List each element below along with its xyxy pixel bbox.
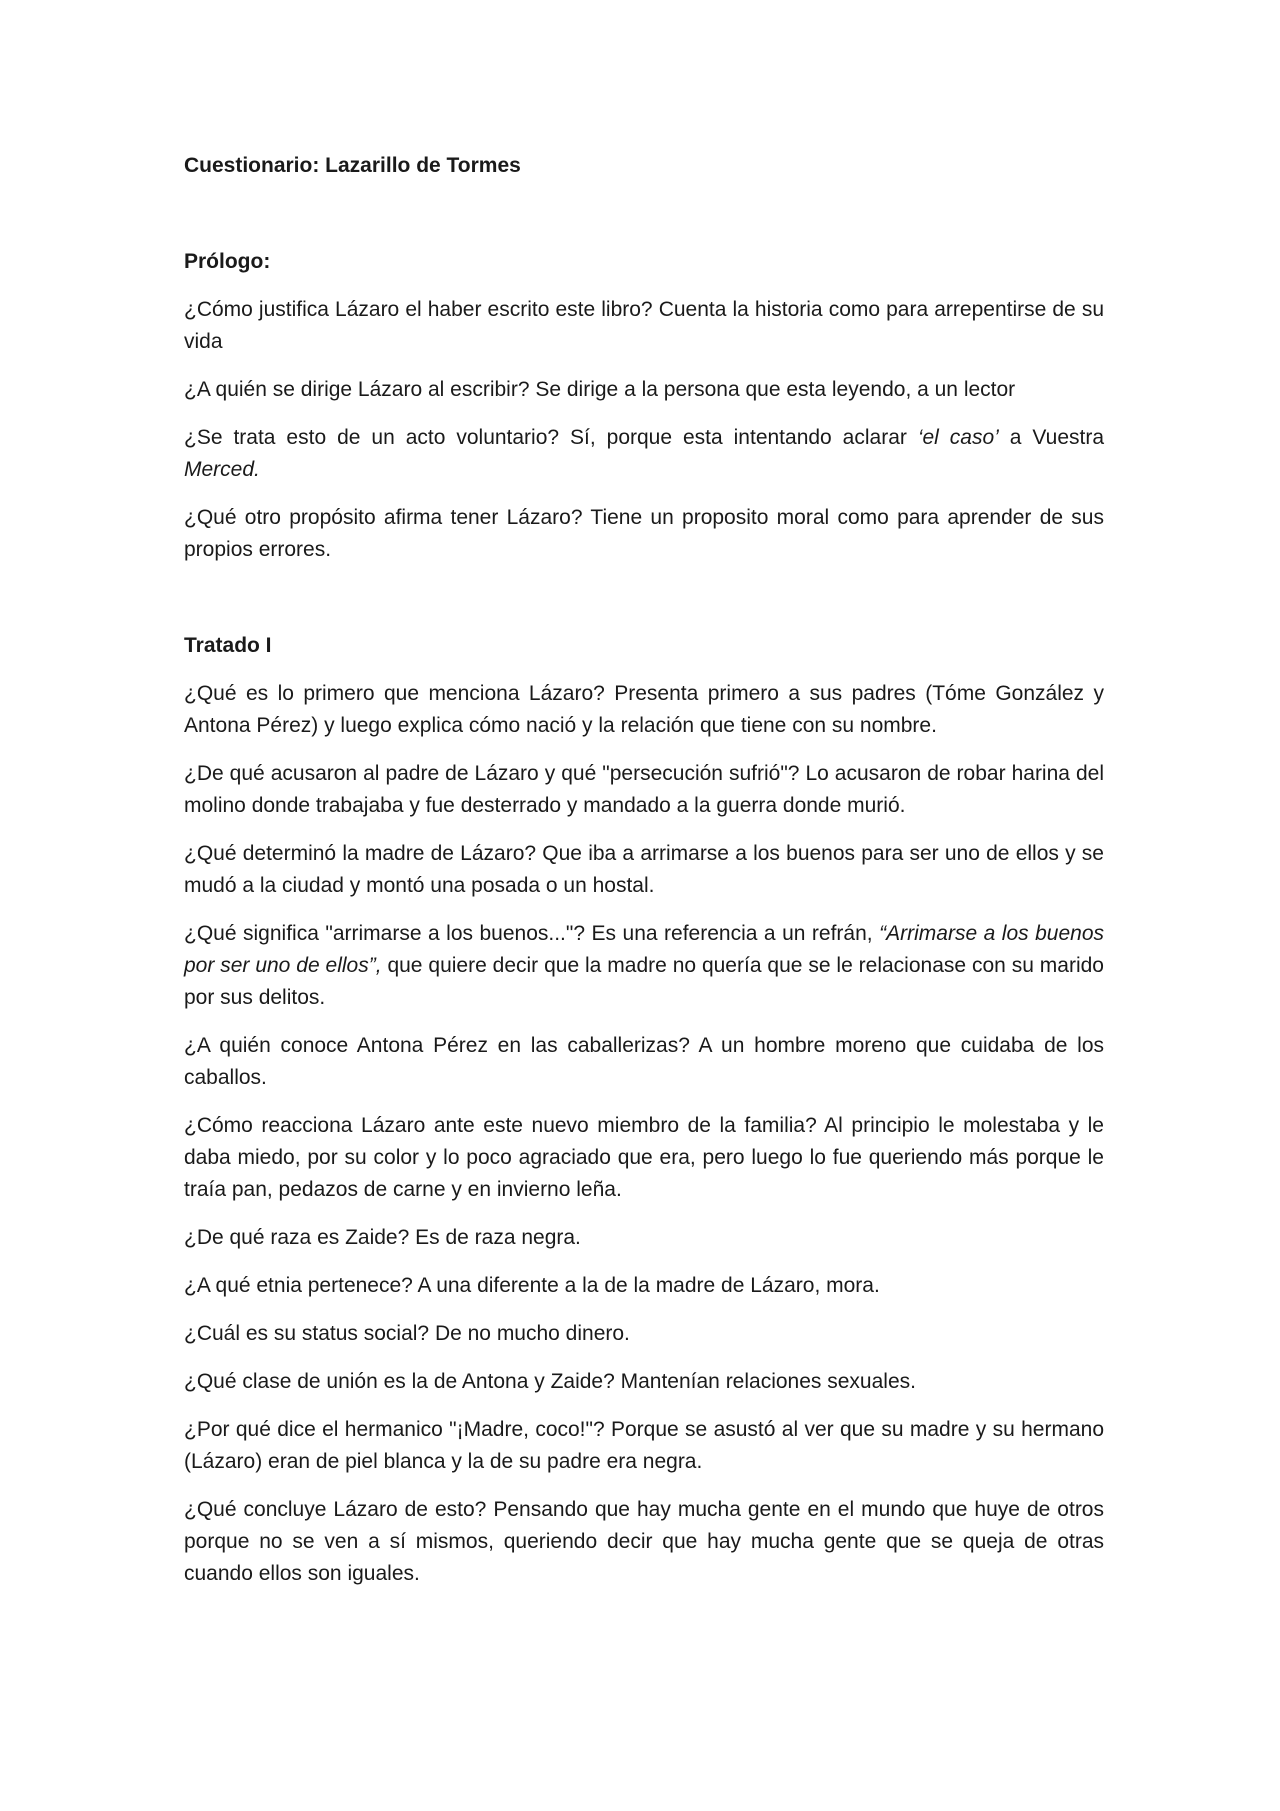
question-answer-paragraph — [184, 1030, 1104, 1094]
text-run: que quiere decir que la madre no quería que se le relacionase con su marido por sus delitos. — [184, 954, 1104, 1009]
question-answer-paragraph — [184, 1414, 1104, 1478]
text-run: ¿Qué significa "arrimarse a los buenos..."? Es una referencia a un refrán, — [184, 922, 880, 945]
section-tratado-1 — [184, 630, 1104, 1590]
text-run: ¿A quién conoce Antona Pérez en las caballerizas? A un hombre moreno que cuidaba de los caballos. — [184, 1034, 1104, 1089]
question-answer-paragraph — [184, 918, 1104, 1014]
section-heading-tratado-1: Tratado I — [184, 634, 272, 657]
tratado-1-question-list — [184, 678, 1104, 1590]
text-run: ¿Qué es lo primero que menciona Lázaro? Presenta primero a sus padres (Tóme González y Antona Pérez) y luego explica cómo nació y la relación que tiene con su nombre. — [184, 682, 1104, 737]
italic-text-run: “Arrimarse a los buenos por ser uno de ellos”, — [184, 922, 1105, 977]
question-answer-paragraph — [184, 1366, 1104, 1398]
text-run: ¿Cuál es su status social? De no mucho dinero. — [184, 1322, 630, 1345]
section-heading-prologo: Prólogo: — [184, 250, 271, 273]
text-run: ¿Qué concluye Lázaro de esto? Pensando que hay mucha gente en el mundo que huye de otros porque no se ven a sí mismos, queriendo decir que hay mucha gente que se queja de otras cuando ellos son iguales. — [184, 1498, 1104, 1585]
prologo-question-list — [184, 294, 1104, 566]
italic-text-run: Merced. — [184, 458, 260, 481]
text-run: ¿Cómo justifica Lázaro el haber escrito este libro? Cuenta la historia como para arrepentirse de su vida — [184, 298, 1104, 353]
text-run: ¿A quién se dirige Lázaro al escribir? Se dirige a la persona que esta leyendo, a un lector — [184, 378, 1016, 401]
question-answer-paragraph — [184, 422, 1104, 486]
text-run: ¿De qué raza es Zaide? Es de raza negra. — [184, 1226, 581, 1249]
document-title: Cuestionario: Lazarillo de Tormes — [184, 154, 521, 177]
question-answer-paragraph — [184, 294, 1104, 358]
question-answer-paragraph — [184, 1110, 1104, 1206]
text-run: ¿De qué acusaron al padre de Lázaro y qué "persecución sufrió"? Lo acusaron de robar harina del molino donde trabajaba y fue desterrado y mandado a la guerra donde murió. — [184, 762, 1104, 817]
question-answer-paragraph — [184, 1222, 1104, 1254]
document-page — [184, 150, 1104, 1606]
text-run: ¿Cómo reacciona Lázaro ante este nuevo miembro de la familia? Al principio le molestaba y le daba miedo, por su color y lo poco agraciado que era, pero luego lo fue queriendo más porque le traía pan, pedazos de carne y en invierno leña. — [184, 1114, 1104, 1201]
question-answer-paragraph — [184, 1318, 1104, 1350]
text-run: a Vuestra — [998, 426, 1105, 449]
text-run: ¿A qué etnia pertenece? A una diferente a la de la madre de Lázaro, mora. — [184, 1274, 880, 1297]
question-answer-paragraph — [184, 838, 1104, 902]
section-prologo — [184, 246, 1104, 566]
text-run: ¿Por qué dice el hermanico "¡Madre, coco!"? Porque se asustó al ver que su madre y su hermano (Lázaro) eran de piel blanca y la de su padre era negra. — [184, 1418, 1104, 1473]
italic-text-run: ‘el caso’ — [917, 426, 999, 449]
text-run: ¿Se trata esto de un acto voluntario? Sí, porque esta intentando aclarar — [184, 426, 918, 449]
text-run: ¿Qué determinó la madre de Lázaro? Que iba a arrimarse a los buenos para ser uno de ellos y se mudó a la ciudad y montó una posada o un hostal. — [184, 842, 1104, 897]
question-answer-paragraph — [184, 1494, 1104, 1590]
question-answer-paragraph — [184, 1270, 1104, 1302]
text-run: ¿Qué clase de unión es la de Antona y Zaide? Mantenían relaciones sexuales. — [184, 1370, 916, 1393]
question-answer-paragraph — [184, 678, 1104, 742]
question-answer-paragraph — [184, 502, 1104, 566]
question-answer-paragraph — [184, 374, 1104, 406]
text-run: ¿Qué otro propósito afirma tener Lázaro? Tiene un proposito moral como para aprender de sus propios errores. — [184, 506, 1104, 561]
question-answer-paragraph — [184, 758, 1104, 822]
